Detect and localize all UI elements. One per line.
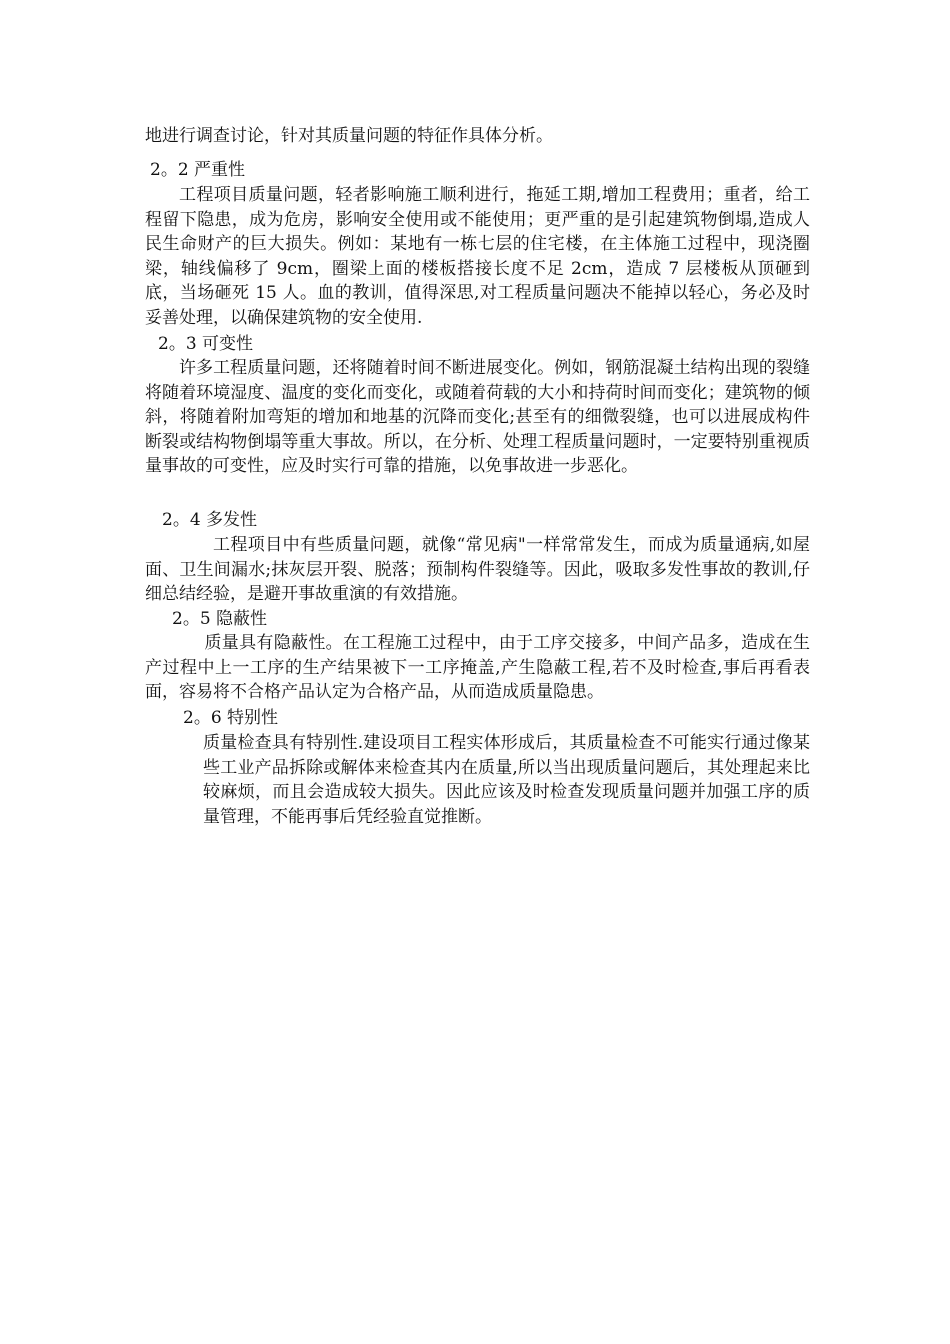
section-body-2-3: 许多工程质量问题，还将随着时间不断进展变化。例如，钢筋混凝土结构出现的裂缝将随着环境湿度、温度的变化而变化，或随着荷载的大小和持荷时间而变化；建筑物的倾斜，将随着附加弯矩的增加和地基的沉降而变化;甚至有的细微裂缝，也可以进展成构件断裂或结构物倒塌等重大事故。所以，在分析、处理工程质量问题时，一定要特别重视质量事故的可变性，应及时实行可靠的措施，以免事故进一步恶化。: [145, 358, 810, 476]
section-heading-2-2: 2。2 严重性: [150, 160, 246, 180]
section-heading-2-3: 2。3 可变性: [158, 334, 254, 354]
intro-paragraph-tail: 地进行调查讨论，针对其质量问题的特征作具体分析。: [145, 126, 553, 146]
section-heading-2-5: 2。5 隐蔽性: [172, 609, 268, 629]
section-body-2-4: 工程项目中有些质量问题，就像“常见病"一样常常发生，而成为质量通病,如屋面、卫生间漏水;抹灰层开裂、脱落；预制构件裂缝等。因此，吸取多发性事故的教训,仔细总结经验，是避开事故重演的有效措施。: [145, 535, 810, 604]
section-heading-2-6: 2。6 特别性: [183, 708, 279, 728]
section-body-2-2: 工程项目质量问题，轻者影响施工顺利进行，拖延工期,增加工程费用；重者，给工程留下隐患，成为危房，影响安全使用或不能使用；更严重的是引起建筑物倒塌,造成人民生命财产的巨大损失。例如：某地有一栋七层的住宅楼，在主体施工过程中，现浇圈梁，轴线偏移了 9cm，圈梁上面的楼板搭接长度不足 2cm，造成 7 层楼板从顶砸到底，当场砸死 15 人。血的教训，值得深思,对工程质量问题决不能掉以轻心，务必及时妥善处理，以确保建筑物的安全使用.: [145, 185, 810, 328]
section-body-2-5: 质量具有隐蔽性。在工程施工过程中，由于工序交接多，中间产品多，造成在生产过程中上一工序的生产结果被下一工序掩盖,产生隐蔽工程,若不及时检查,事后再看表面，容易将不合格产品认定为合格产品，从而造成质量隐患。: [145, 633, 810, 702]
section-body-2-6: 质量检查具有特别性.建设项目工程实体形成后，其质量检查不可能实行通过像某些工业产品拆除或解体来检查其内在质量,所以当出现质量问题后，其处理起来比较麻烦，而且会造成较大损失。因此应该及时检查发现质量问题并加强工序的质量管理，不能再事后凭经验直觉推断。: [203, 733, 810, 827]
section-heading-2-4: 2。4 多发性: [162, 510, 258, 530]
